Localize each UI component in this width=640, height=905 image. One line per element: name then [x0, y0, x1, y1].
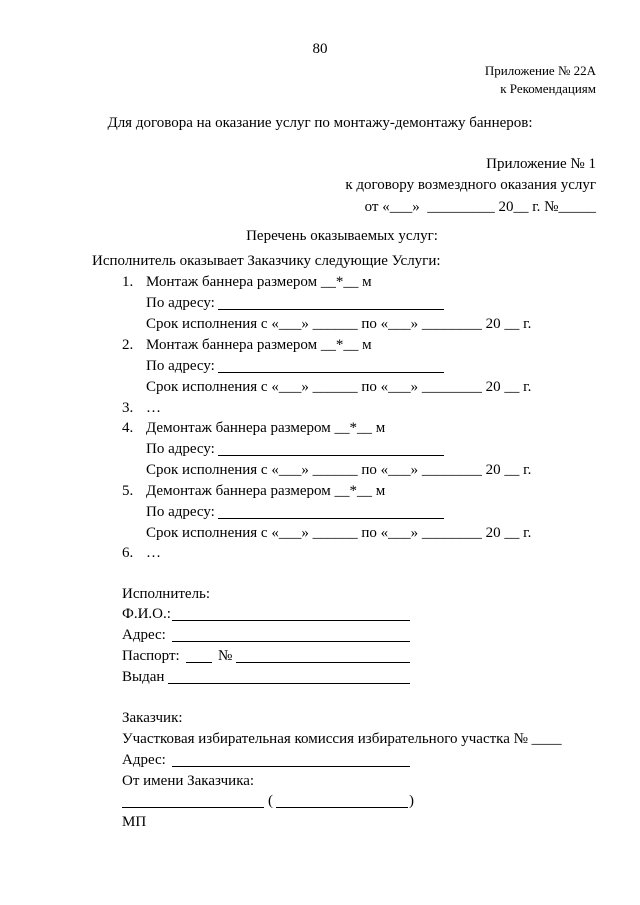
services-intro: Исполнитель оказывает Заказчику следующие Услуги: — [92, 253, 441, 269]
executor-fio-line — [172, 620, 410, 621]
item-deadline: Срок исполнения с «___» ______ по «___» ________ 20 __ г. — [146, 316, 532, 332]
item-title: Демонтаж баннера размером __*__ м — [146, 420, 386, 436]
item-deadline: Срок исполнения с «___» ______ по «___» ________ 20 __ г. — [146, 379, 532, 395]
contract-date-number: от «___» _________ 20__ г. №_____ — [364, 199, 596, 215]
item-address-line — [218, 309, 444, 310]
item-number: 6. — [122, 545, 134, 561]
item-title: Монтаж баннера размером __*__ м — [146, 337, 372, 353]
item-address-line — [218, 455, 444, 456]
item-title: Монтаж баннера размером __*__ м — [146, 274, 372, 290]
executor-fio-label: Ф.И.О.: — [122, 606, 171, 622]
item-address-label: По адресу: — [146, 504, 215, 520]
services-title: Перечень оказываемых услуг: — [246, 228, 438, 244]
item-number: 2. — [122, 337, 134, 353]
executor-heading: Исполнитель: — [122, 586, 211, 602]
appendix-number: Приложение № 22А — [484, 63, 596, 78]
executor-issued-label: Выдан — [122, 669, 165, 685]
item-address-line — [218, 372, 444, 373]
executor-passport-label: Паспорт: — [122, 648, 180, 664]
customer-heading: Заказчик: — [122, 710, 183, 726]
executor-passport-series-line — [186, 662, 212, 663]
customer-name-line — [276, 807, 408, 808]
item-number: 5. — [122, 483, 134, 499]
appendix-reference: к Рекомендациям — [500, 81, 596, 96]
item-number: 4. — [122, 420, 134, 436]
contract-appendix-reference: к договору возмездного оказания услуг — [345, 177, 596, 193]
customer-name-paren-open: ( — [268, 793, 273, 809]
executor-address-label: Адрес: — [122, 627, 166, 643]
item-address-label: По адресу: — [146, 441, 215, 457]
customer-on-behalf: От имени Заказчика: — [122, 773, 255, 789]
executor-address-line — [172, 641, 410, 642]
customer-address-label: Адрес: — [122, 752, 166, 768]
item-number: 3. — [122, 400, 134, 416]
customer-commission: Участковая избирательная комиссия избирательного участка № ____ — [122, 731, 562, 747]
item-title: Демонтаж баннера размером __*__ м — [146, 483, 386, 499]
item-address-label: По адресу: — [146, 358, 215, 374]
customer-name-paren-close: ) — [409, 793, 414, 809]
item-address-line — [218, 518, 444, 519]
executor-issued-line — [168, 683, 410, 684]
customer-signature-line — [122, 807, 264, 808]
item-title: … — [146, 400, 161, 416]
contract-appendix-number: Приложение № 1 — [486, 156, 596, 172]
item-deadline: Срок исполнения с «___» ______ по «___» ________ 20 __ г. — [146, 525, 532, 541]
executor-passport-number-label: № — [218, 648, 233, 664]
item-title: … — [146, 545, 161, 561]
stamp-label: МП — [122, 814, 147, 830]
item-address-label: По адресу: — [146, 295, 215, 311]
executor-passport-number-line — [236, 662, 410, 663]
item-deadline: Срок исполнения с «___» ______ по «___» ________ 20 __ г. — [146, 462, 532, 478]
page-number: 80 — [312, 41, 328, 57]
customer-address-line — [172, 766, 410, 767]
contract-title: Для договора на оказание услуг по монтажу-демонтажу баннеров: — [107, 115, 533, 131]
item-number: 1. — [122, 274, 134, 290]
